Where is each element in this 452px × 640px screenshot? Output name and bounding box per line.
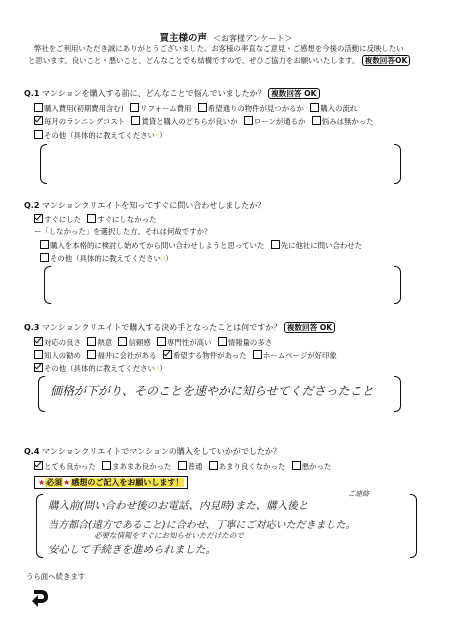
q1-other[interactable]: その他（具体的に教えてください☝） — [34, 130, 167, 141]
q1-answer-bracket-right — [394, 144, 401, 184]
checkbox[interactable] — [102, 461, 111, 470]
q2-question: Q.2 マンションクリエイトを知ってすぐに問い合わせしましたか？ — [24, 201, 266, 210]
checkbox[interactable] — [87, 337, 96, 346]
q1-option[interactable]: リフォーム費用 — [130, 103, 191, 114]
q1-options-row1 — [34, 103, 361, 114]
q1-answer-bracket-left — [40, 144, 47, 184]
q2-option[interactable]: すぐにしなかった — [87, 214, 156, 225]
multi-answer-badge: 複数回答OK — [362, 55, 411, 66]
q4-answer-bracket-left — [36, 494, 43, 558]
checkbox[interactable] — [292, 461, 301, 470]
q4-answer-line-2: 当方都合(遠方であること)に合わせ、丁寧にご対応いただきました。 — [48, 520, 356, 531]
q1-option[interactable]: 悩みは無かった — [312, 116, 374, 127]
page-subtitle: ＜お客様アンケート＞ — [212, 34, 293, 43]
q3-option[interactable]: 希望する物件があった — [163, 350, 247, 361]
q4-option[interactable]: まあまあ良かった — [102, 461, 171, 472]
q3-badge: 複数回答 OK — [284, 322, 335, 333]
checkbox[interactable] — [40, 240, 49, 249]
q4-option[interactable]: 普通 — [178, 461, 203, 472]
checkbox[interactable] — [198, 103, 207, 112]
checkbox[interactable] — [244, 116, 253, 125]
q3-option[interactable]: 対応の良さ — [34, 337, 81, 348]
q1-option[interactable]: 購入費用(初期費用含む) — [34, 103, 124, 114]
q4-option[interactable]: とても良かった — [34, 461, 96, 472]
q4-answer-line-1: 購入前(問い合わせ後のお電話、内見時)また、購入後と — [48, 500, 309, 512]
checkbox[interactable] — [157, 337, 166, 346]
checkbox[interactable] — [40, 253, 49, 262]
checkbox[interactable] — [253, 350, 262, 359]
q4-inserted-note-mid: 必要な情報をすぐにお知らせいただけたので — [94, 531, 244, 540]
checkbox[interactable] — [34, 103, 43, 112]
q1-option[interactable]: 賃貸と購入のどちらが良いか — [131, 116, 237, 127]
q1-options-row2 — [34, 116, 378, 127]
checkbox[interactable] — [87, 214, 96, 223]
pointing-hand-icon: ☝ — [154, 131, 160, 140]
q2-answer-bracket-right — [394, 266, 401, 304]
q1-option[interactable]: 希望通りの物件が見つかるか — [198, 103, 304, 114]
q4-answer-line-3: 安心して手続きを進められました。 — [48, 544, 216, 556]
q2-other[interactable]: その他（具体的に教えてください☝） — [40, 253, 173, 264]
q1-option[interactable]: 購入の流れ — [310, 103, 357, 114]
q3-answer-bracket-right — [394, 376, 401, 412]
checkbox[interactable] — [218, 337, 227, 346]
q3-options-row2 — [34, 350, 341, 361]
checkbox-checked[interactable] — [34, 337, 43, 346]
checkbox[interactable] — [87, 350, 96, 359]
star-icon: ★ — [63, 478, 71, 487]
q4-question: Q.4 マンションクリエイトでマンションの購入をしていかがでしたか？ — [24, 447, 281, 456]
q4-option[interactable]: 悪かった — [292, 461, 332, 472]
q2-options-row2 — [40, 240, 366, 251]
intro-line-1: 弊社をご利用いただき誠にありがとうございました。お客様の率直なご意見・ご感想を今後の活動に反映したい — [34, 44, 404, 53]
checkbox-checked[interactable] — [34, 116, 43, 125]
page-title: 買主様の声 ＜お客様アンケート＞ — [159, 33, 293, 44]
q2-answer-bracket-left — [44, 266, 51, 304]
checkbox[interactable] — [310, 103, 319, 112]
checkbox-checked[interactable] — [34, 363, 43, 372]
q1-question: Q.1 マンションを購入する前に、どんなことで悩んでいましたか？ 複数回答 OK — [24, 88, 320, 99]
q2-option[interactable]: すぐにした — [34, 214, 81, 225]
q3-option[interactable]: 信頼感 — [118, 337, 150, 348]
q3-option[interactable]: 福井に会社がある — [87, 350, 156, 361]
checkbox[interactable] — [209, 461, 218, 470]
checkbox[interactable] — [271, 240, 280, 249]
q2-options-row1 — [34, 214, 160, 225]
q1-option[interactable]: 毎月のランニングコスト — [34, 116, 125, 127]
q4-required-box: ★必須★感想のご記入をお願いします！ — [34, 476, 188, 489]
q3-handwritten-answer: 価格が下がり、そのことを速やかに知らせてくださったこと — [50, 384, 374, 398]
q3-option[interactable]: 専門性が高い — [157, 337, 211, 348]
q4-answer-bracket-right — [410, 494, 417, 558]
turn-page-icon — [28, 586, 52, 610]
pointing-hand-icon: ☝ — [160, 254, 166, 263]
q2-subquestion: ー「しなかった」を選択した方、それは何故ですか？ — [34, 227, 212, 236]
q1-option[interactable]: ローンが通るか — [244, 116, 306, 127]
continue-note: うら面へ続きます — [26, 572, 86, 581]
checkbox[interactable] — [312, 116, 321, 125]
checkbox[interactable] — [130, 103, 139, 112]
checkbox-checked[interactable] — [34, 461, 43, 470]
q3-question: Q.3 マンションクリエイトで購入する決め手となったことは何ですか？ 複数回答 OK — [24, 322, 335, 333]
q3-option[interactable]: 熱意 — [87, 337, 112, 348]
q3-options-row1 — [34, 337, 276, 348]
checkbox[interactable] — [131, 116, 140, 125]
q3-option[interactable]: 情報量の多さ — [218, 337, 272, 348]
checkbox-checked[interactable] — [34, 214, 43, 223]
q4-inserted-note-top: ご連絡 — [348, 490, 369, 498]
q3-answer-bracket-left — [38, 376, 45, 412]
q3-other[interactable]: その他（具体的に教えてください☝） — [34, 363, 167, 374]
q2-option[interactable]: 購入を本格的に検討し始めてから問い合わせしようと思っていた — [40, 240, 264, 251]
q2-option[interactable]: 先に他社に問い合わせた — [271, 240, 362, 251]
q3-option[interactable]: 知人の勧め — [34, 350, 81, 361]
checkbox[interactable] — [118, 337, 127, 346]
checkbox[interactable] — [34, 350, 43, 359]
pointing-hand-icon: ☝ — [154, 364, 160, 373]
intro-line-2: と思います。良いこと・悪いこと、どんなことでも結構ですので、ぜひご協力をお願いいたします。 複数回答OK — [28, 56, 410, 66]
q4-option[interactable]: あまり良くなかった — [209, 461, 286, 472]
q4-options — [34, 461, 335, 472]
checkbox[interactable] — [178, 461, 187, 470]
q3-option[interactable]: ホームページが好印象 — [253, 350, 337, 361]
star-icon: ★ — [38, 478, 46, 487]
q1-badge: 複数回答 OK — [268, 88, 319, 99]
checkbox-checked[interactable] — [163, 350, 172, 359]
checkbox[interactable] — [34, 130, 43, 139]
